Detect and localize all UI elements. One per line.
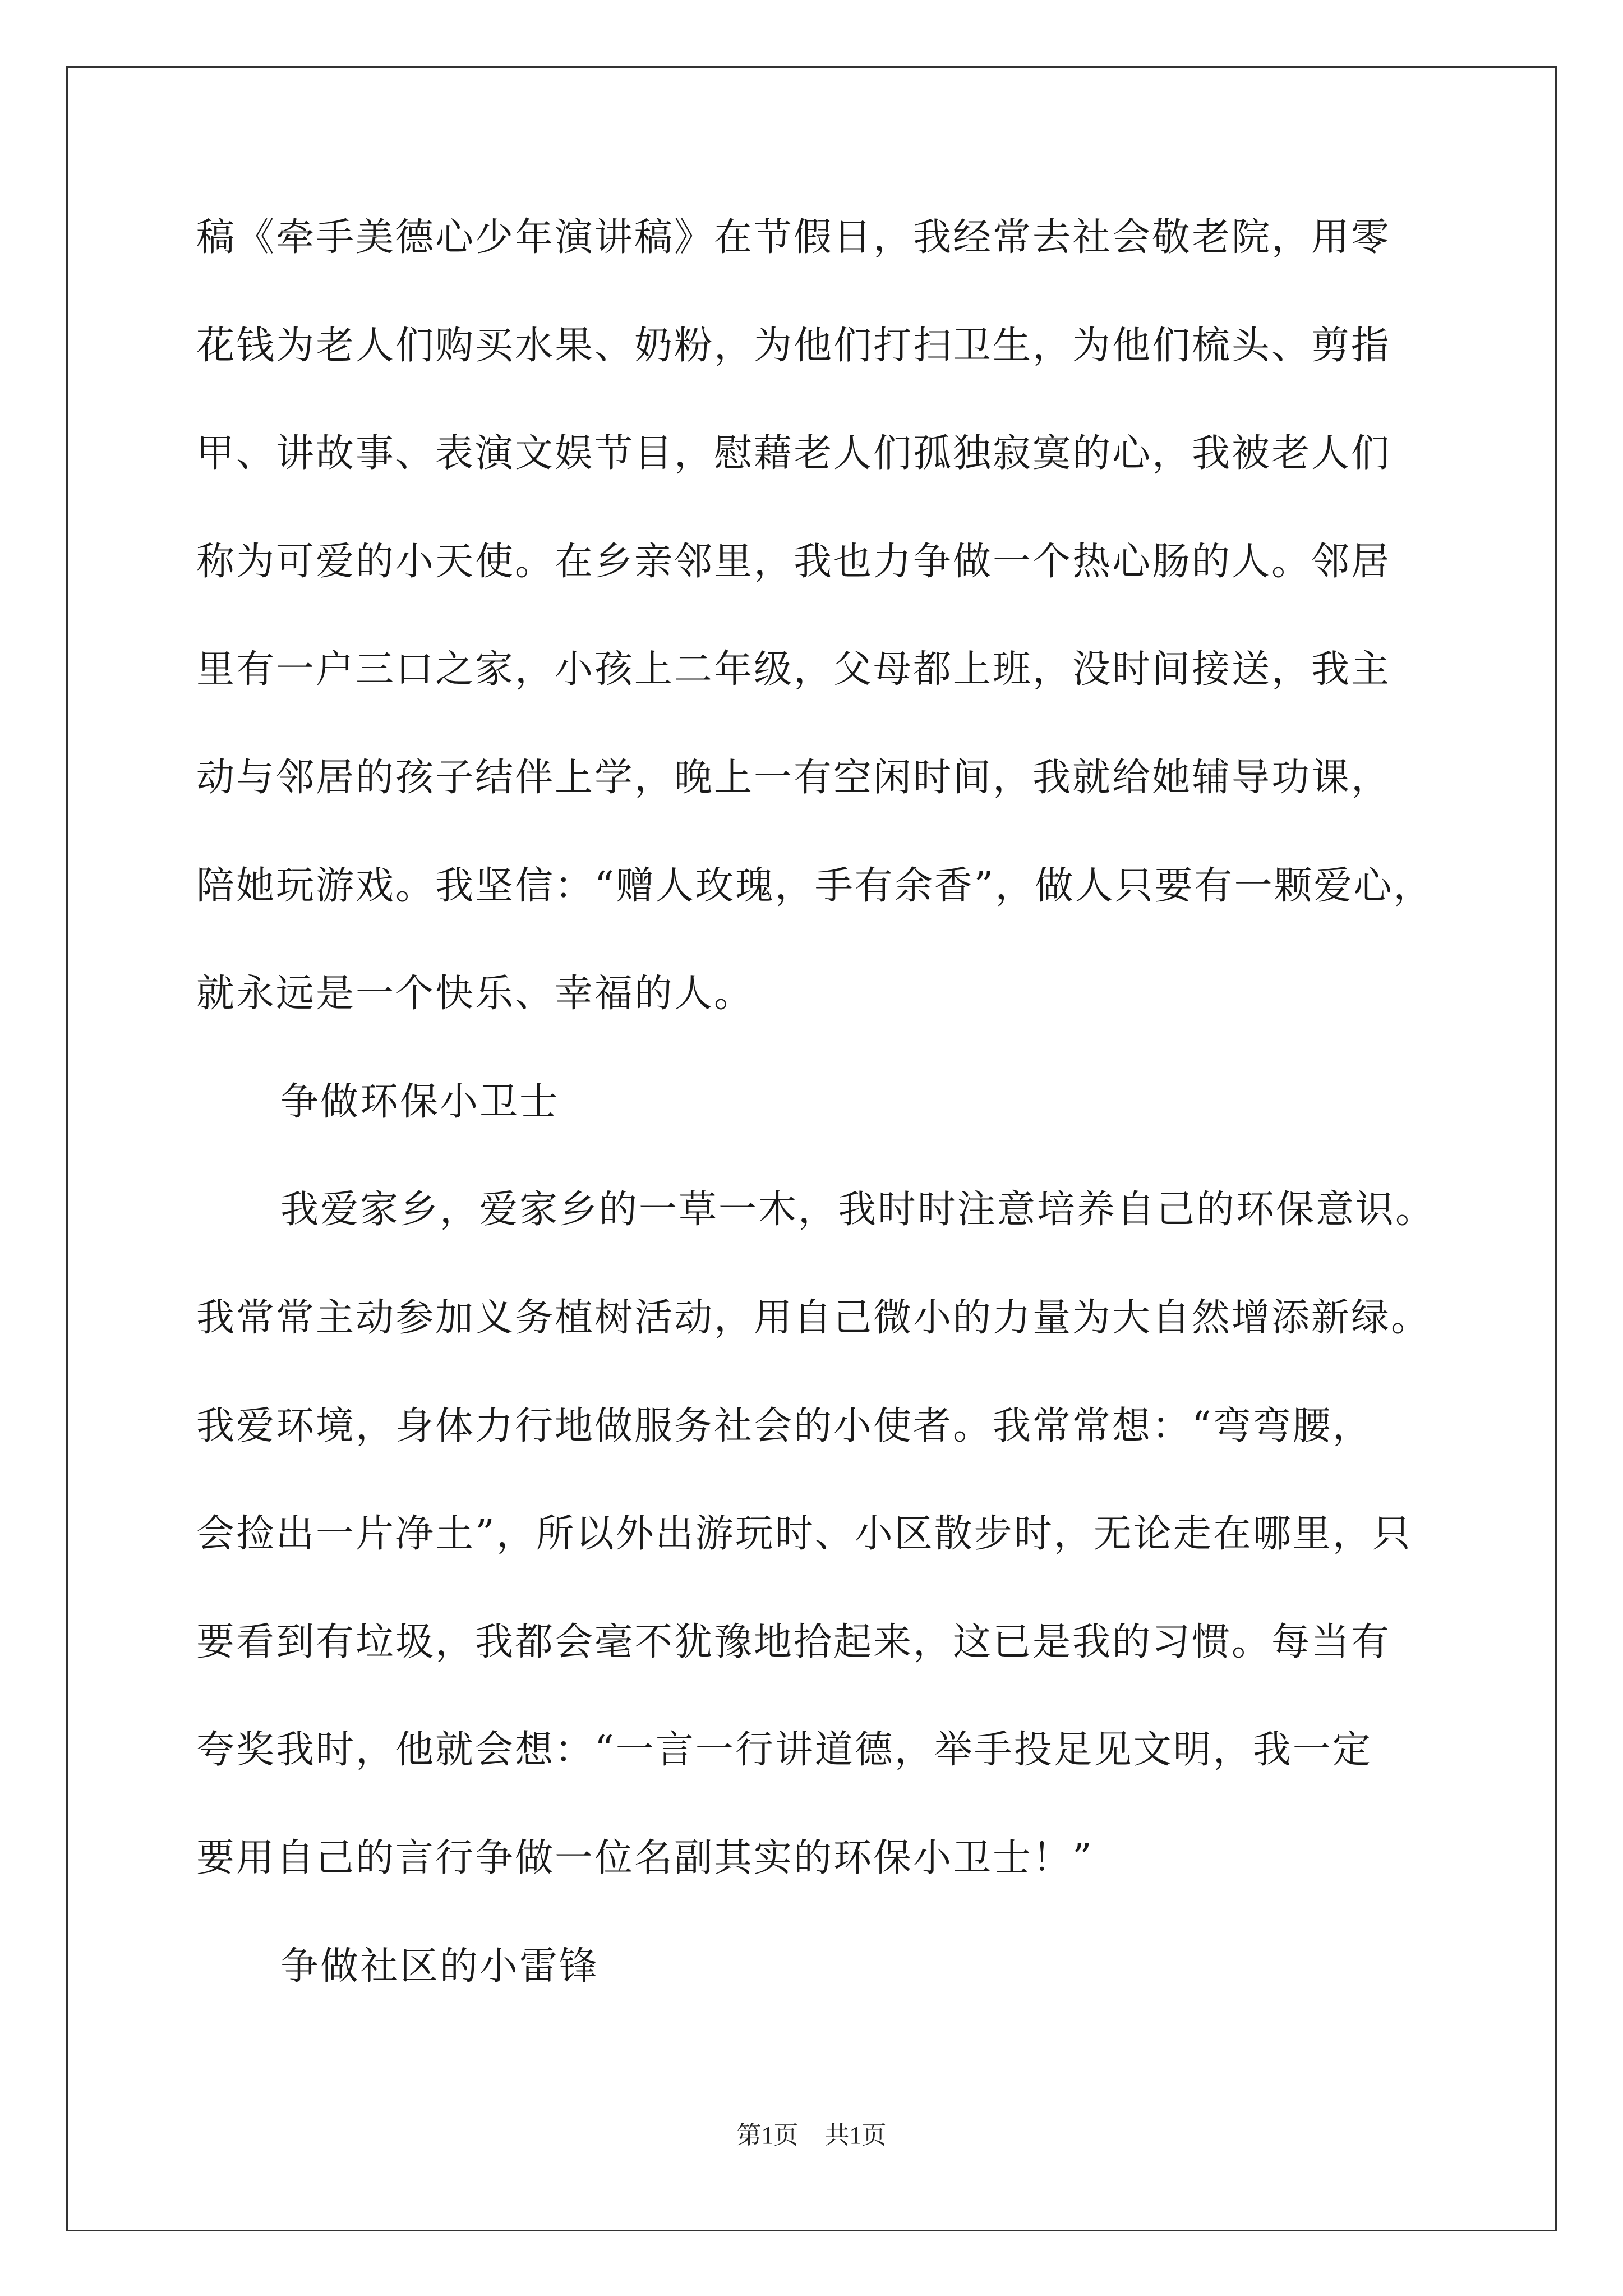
- body-line: 要用自己的言行争做一位名副其实的环保小卫士！”: [196, 1835, 1094, 1880]
- body-line: 会捡出一片净土”，所以外出游玩时、小区散步时，无论走在哪里，只: [196, 1512, 1412, 1557]
- page-footer: [0, 2123, 1623, 2148]
- section-heading: 争做环保小卫士: [280, 1079, 560, 1124]
- body-line: 就永远是一个快乐、幸福的人。: [196, 972, 754, 1016]
- body-line: 称为可爱的小天使。在乡亲邻里，我也力争做一个热心肠的人。邻居: [196, 539, 1391, 584]
- body-line: 我爱环境，身体力行地做服务社会的小使者。我常常想：“弯弯腰，: [196, 1404, 1372, 1448]
- body-line: 里有一户三口之家，小孩上二年级，父母都上班，没时间接送，我主: [196, 647, 1391, 692]
- page-total: 共1页: [824, 2122, 887, 2149]
- section-heading: 争做社区的小雷锋: [280, 1944, 600, 1989]
- body-line: 甲、讲故事、表演文娱节目，慰藉老人们孤独寂寞的心，我被老人们: [196, 431, 1391, 476]
- body-line: 夸奖我时，他就会想：“一言一行讲道德，举手投足见文明，我一定: [196, 1728, 1372, 1773]
- body-line: 我爱家乡，爱家乡的一草一木，我时时注意培养自己的环保意识。: [280, 1188, 1436, 1232]
- body-line: 要看到有垃圾，我都会毫不犹豫地拾起来，这已是我的习惯。每当有: [196, 1619, 1391, 1664]
- page-number: 第1页: [736, 2122, 799, 2149]
- document-body: [196, 215, 1472, 2055]
- body-line: 稿《牵手美德心少年演讲稿》在节假日，我经常去社会敬老院，用零: [196, 215, 1391, 260]
- body-line: 我常常主动参加义务植树活动，用自己微小的力量为大自然增添新绿。: [196, 1295, 1431, 1340]
- body-line: 陪她玩游戏。我坚信：“赠人玫瑰，手有余香”，做人只要有一颗爱心，: [196, 863, 1433, 908]
- body-line: 动与邻居的孩子结伴上学，晚上一有空闲时间，我就给她辅导功课，: [196, 755, 1391, 800]
- body-line: 花钱为老人们购买水果、奶粉，为他们打扫卫生，为他们梳头、剪指: [196, 323, 1391, 368]
